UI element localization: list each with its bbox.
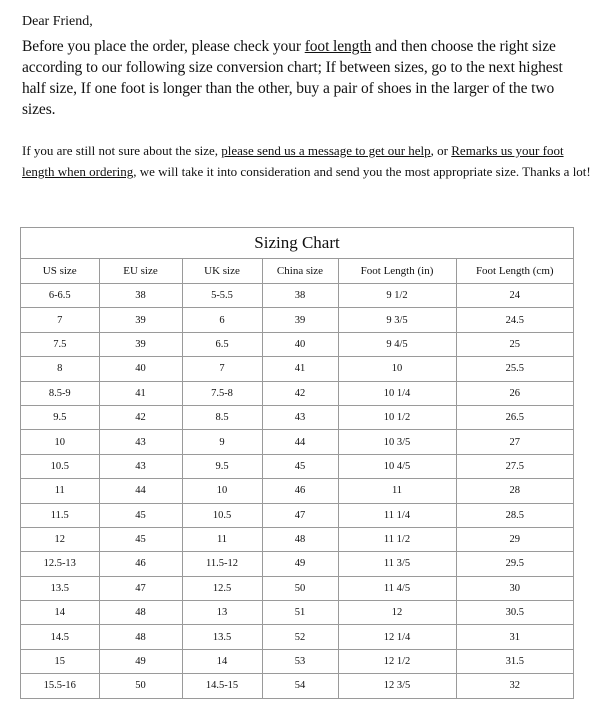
china-size-cell: 49	[262, 552, 338, 576]
size-table	[21, 259, 573, 698]
foot-length-cm-cell: 25.5	[456, 357, 573, 381]
table-row	[21, 430, 573, 454]
china-size-cell: 46	[262, 479, 338, 503]
china-size-cell: 41	[262, 357, 338, 381]
uk-size-cell: 10	[182, 479, 262, 503]
uk-size-cell: 6	[182, 308, 262, 332]
foot-length-in-cell: 9 4/5	[338, 332, 456, 356]
foot-length-in-cell: 10	[338, 357, 456, 381]
eu-size-cell: 42	[99, 405, 182, 429]
foot-length-in-cell: 11 1/4	[338, 503, 456, 527]
foot-length-cm-cell: 30	[456, 576, 573, 600]
header-foot-length-cm: Foot Length (cm)	[456, 259, 573, 284]
us-size-cell: 15	[21, 649, 99, 673]
eu-size-cell: 50	[99, 674, 182, 698]
foot-length-in-cell: 12 1/2	[338, 649, 456, 673]
foot-length-cm-cell: 30.5	[456, 601, 573, 625]
foot-length-cm-cell: 24	[456, 284, 573, 308]
eu-size-cell: 48	[99, 601, 182, 625]
header-uk-size: UK size	[182, 259, 262, 284]
eu-size-cell: 49	[99, 649, 182, 673]
us-size-cell: 7	[21, 308, 99, 332]
remarks-foot-length-link[interactable]: Remarks us your foot length when ordering	[22, 143, 564, 179]
foot-length-cm-cell: 26	[456, 381, 573, 405]
intro-paragraph	[22, 36, 588, 120]
note-text-1: If you are still not sure about the size,	[22, 143, 222, 158]
foot-length-cm-cell: 24.5	[456, 308, 573, 332]
foot-length-in-cell: 10 4/5	[338, 454, 456, 478]
foot-length-cm-cell: 28.5	[456, 503, 573, 527]
uk-size-cell: 9.5	[182, 454, 262, 478]
foot-length-in-cell: 10 1/2	[338, 405, 456, 429]
eu-size-cell: 41	[99, 381, 182, 405]
table-row	[21, 357, 573, 381]
china-size-cell: 44	[262, 430, 338, 454]
sizing-chart	[20, 227, 574, 699]
foot-length-link[interactable]: foot length	[304, 38, 372, 55]
china-size-cell: 43	[262, 405, 338, 429]
table-row	[21, 479, 573, 503]
china-size-cell: 51	[262, 601, 338, 625]
china-size-cell: 42	[262, 381, 338, 405]
eu-size-cell: 40	[99, 357, 182, 381]
uk-size-cell: 6.5	[182, 332, 262, 356]
uk-size-cell: 7.5-8	[182, 381, 262, 405]
foot-length-in-cell: 12	[338, 601, 456, 625]
china-size-cell: 53	[262, 649, 338, 673]
foot-length-in-cell: 9 1/2	[338, 284, 456, 308]
uk-size-cell: 14	[182, 649, 262, 673]
us-size-cell: 10	[21, 430, 99, 454]
table-row	[21, 552, 573, 576]
eu-size-cell: 43	[99, 454, 182, 478]
foot-length-cm-cell: 31.5	[456, 649, 573, 673]
table-row	[21, 674, 573, 698]
table-row	[21, 625, 573, 649]
foot-length-in-cell: 12 3/5	[338, 674, 456, 698]
header-eu-size: EU size	[99, 259, 182, 284]
intro-text-1: Before you place the order, please check your	[22, 38, 305, 55]
foot-length-cm-cell: 27.5	[456, 454, 573, 478]
us-size-cell: 9.5	[21, 405, 99, 429]
header-us-size: US size	[21, 259, 99, 284]
table-header-row	[21, 259, 573, 284]
header-china-size: China size	[262, 259, 338, 284]
us-size-cell: 14.5	[21, 625, 99, 649]
uk-size-cell: 13.5	[182, 625, 262, 649]
note-text-3: , we will take it into consideration and send you the most appropriate size. Thanks a lot!	[133, 164, 591, 179]
us-size-cell: 8	[21, 357, 99, 381]
foot-length-in-cell: 10 3/5	[338, 430, 456, 454]
us-size-cell: 6-6.5	[21, 284, 99, 308]
table-row	[21, 576, 573, 600]
us-size-cell: 13.5	[21, 576, 99, 600]
uk-size-cell: 11.5-12	[182, 552, 262, 576]
foot-length-cm-cell: 31	[456, 625, 573, 649]
china-size-cell: 48	[262, 527, 338, 551]
eu-size-cell: 47	[99, 576, 182, 600]
table-row	[21, 284, 573, 308]
table-row	[21, 503, 573, 527]
foot-length-in-cell: 11 3/5	[338, 552, 456, 576]
foot-length-cm-cell: 32	[509, 680, 520, 692]
china-size-cell: 47	[262, 503, 338, 527]
foot-length-in-cell: 9 3/5	[338, 308, 456, 332]
us-size-cell: 10.5	[21, 454, 99, 478]
uk-size-cell: 7	[182, 357, 262, 381]
foot-length-cm-cell: 29	[456, 527, 573, 551]
uk-size-cell: 10.5	[182, 503, 262, 527]
china-size-cell: 52	[262, 625, 338, 649]
note-paragraph	[22, 140, 594, 182]
uk-size-cell: 8.5	[182, 405, 262, 429]
uk-size-cell: 11	[182, 527, 262, 551]
table-row	[21, 381, 573, 405]
us-size-cell: 14	[21, 601, 99, 625]
foot-length-cm-cell: 26.5	[456, 405, 573, 429]
eu-size-cell: 39	[99, 308, 182, 332]
foot-length-in-cell: 11 4/5	[338, 576, 456, 600]
foot-length-cm-cell: 29.5	[456, 552, 573, 576]
eu-size-cell: 45	[99, 503, 182, 527]
intro-text-2: and then choose the right size according to our following size conversion chart; If between sizes, go to the next highest half size, If one foot is longer than the other, buy a pair of shoes in the larger of the two sizes.	[22, 38, 563, 118]
us-size-cell: 12.5-13	[21, 552, 99, 576]
us-size-cell: 8.5-9	[21, 381, 99, 405]
china-size-cell: 40	[262, 332, 338, 356]
eu-size-cell: 38	[99, 284, 182, 308]
us-size-cell: 12	[21, 527, 99, 551]
eu-size-cell: 39	[99, 332, 182, 356]
foot-length-in-cell: 11 1/2	[338, 527, 456, 551]
greeting: Dear Friend,	[22, 14, 93, 29]
foot-length-cm-cell: 28	[456, 479, 573, 503]
us-size-cell: 11.5	[21, 503, 99, 527]
table-row	[21, 308, 573, 332]
china-size-cell: 39	[262, 308, 338, 332]
china-size-cell: 54	[262, 674, 338, 698]
table-row	[21, 649, 573, 673]
table-row	[21, 332, 573, 356]
uk-size-cell: 14.5-15	[182, 674, 262, 698]
header-foot-length-in: Foot Length (in)	[338, 259, 456, 284]
china-size-cell: 50	[262, 576, 338, 600]
send-message-link[interactable]: please send us a message to get our help	[221, 143, 431, 158]
uk-size-cell: 9	[182, 430, 262, 454]
foot-length-in-cell: 11	[338, 479, 456, 503]
foot-length-in-cell: 10 1/4	[338, 381, 456, 405]
table-row	[21, 601, 573, 625]
uk-size-cell: 12.5	[182, 576, 262, 600]
eu-size-cell: 48	[99, 625, 182, 649]
china-size-cell: 45	[262, 454, 338, 478]
eu-size-cell: 43	[99, 430, 182, 454]
foot-length-cm-cell: 25	[456, 332, 573, 356]
eu-size-cell: 46	[99, 552, 182, 576]
us-size-cell: 11	[21, 479, 99, 503]
table-row	[21, 454, 573, 478]
foot-length-cm-cell: 27	[456, 430, 573, 454]
foot-length-in-cell: 12 1/4	[338, 625, 456, 649]
table-row	[21, 405, 573, 429]
us-size-cell: 15.5-16	[21, 674, 99, 698]
us-size-cell: 7.5	[21, 332, 99, 356]
chart-title: Sizing Chart	[21, 228, 573, 259]
eu-size-cell: 45	[99, 527, 182, 551]
china-size-cell: 38	[262, 284, 338, 308]
uk-size-cell: 5-5.5	[182, 284, 262, 308]
table-row	[21, 527, 573, 551]
eu-size-cell: 44	[99, 479, 182, 503]
note-text-2: , or	[430, 143, 452, 158]
uk-size-cell: 13	[182, 601, 262, 625]
